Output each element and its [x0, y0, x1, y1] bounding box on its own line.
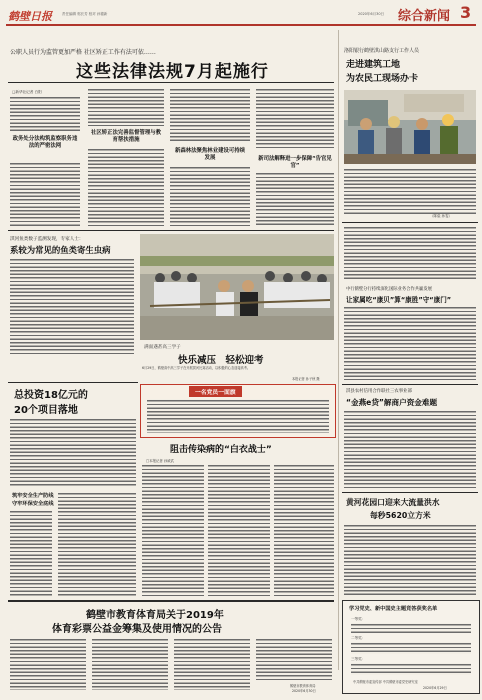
notice-date: 2020年6月30日 [292, 689, 316, 693]
fish-kicker: 淇河鱼类数子监测发现，专家人士： [10, 237, 84, 242]
notice-title-1: 鹤壁市教育体育局关于2019年 [86, 610, 224, 621]
quiz-date: 2020年6月29日 [423, 686, 447, 690]
party-box-text [147, 399, 329, 433]
quiz-box [342, 600, 480, 694]
section-rule-2 [8, 382, 138, 383]
quiz-first-prize: 一等奖： [351, 617, 366, 621]
notice-top-rule [8, 600, 334, 602]
invest-title-2: 20个项目落地 [14, 405, 78, 416]
tug-caption-title: 快乐减压 轻松迎考 [178, 355, 264, 366]
lead-col2-text-a [88, 88, 164, 126]
invest-title-1: 总投资18亿元的 [14, 390, 88, 401]
right-rule-3 [342, 492, 478, 493]
right-top-title-2: 为农民工现场办卡 [346, 74, 419, 84]
fish-title: 系较为常见的鱼类寄生虫病 [10, 245, 111, 255]
flood-title-1: 黄河花园口迎来大流量洪水 [346, 498, 440, 507]
rural-text [344, 410, 476, 488]
virus-text-col1 [142, 464, 204, 596]
right-top-kicker: 洛阳银行鹤壁淇山路支行工作人员 [344, 48, 420, 54]
fish-text [10, 258, 134, 354]
quiz-names-1 [351, 623, 471, 633]
virus-text-col3 [274, 464, 334, 596]
quiz-names-2 [351, 642, 471, 654]
column-divider [338, 30, 339, 670]
invest-text-col2 [58, 492, 136, 596]
notice-text-col2 [92, 638, 168, 690]
notice-title-2: 体育彩票公益金筹集及使用情况的公告 [52, 624, 222, 635]
zhongxing-kicker: 中行鹤壁分行持续深化国际业务合作共赢发展 [346, 287, 432, 292]
lead-col4-text-b [256, 172, 334, 226]
right-top-title-1: 走进建筑工地 [346, 60, 401, 70]
safety-text [10, 510, 52, 596]
issue-date: 2020年6月30日 [358, 12, 385, 16]
lead-col1-text-a [10, 96, 80, 132]
right-top-author: （陈骁 孙雯） [430, 214, 453, 218]
right-text-b [344, 226, 476, 280]
editor-info: 责任编辑 郭长芳 校对 孙德新 [62, 12, 108, 16]
virus-byline: □本报记者 孙威武 [146, 459, 175, 463]
lead-col3-text-a [170, 88, 250, 142]
quiz-third-prize: 三等奖： [351, 657, 366, 661]
lead-subhead-4: 新司法解释进一步保障“告官见官” [258, 156, 332, 169]
section-rule-1 [8, 230, 334, 231]
quiz-organizer: 中共鹤壁市委宣传部 中共鹤壁市委党史研究室 [353, 680, 418, 684]
lead-kicker: 公职人员行为监管更加严格 社区矫正工作有法可依…… [10, 49, 156, 56]
masthead-rule [6, 24, 476, 26]
quiz-title: 学习党史、新中国史主题竞答获奖名单 [349, 606, 438, 612]
party-member-label: 一名党员一面旗 [189, 386, 242, 397]
lead-col1-text-b [10, 162, 80, 226]
virus-text-col2 [208, 464, 270, 596]
flood-text [344, 524, 476, 596]
construction-site-photo-icon [344, 90, 476, 164]
quiz-names-3 [351, 663, 471, 675]
page-number: 3 [460, 3, 472, 22]
lead-col3-text-b [170, 166, 250, 226]
safety-title-2: 守牢环保安全底线 [12, 501, 54, 507]
notice-text-col4 [256, 638, 332, 682]
virus-title: 阻击传染病的“白衣战士” [170, 445, 272, 455]
right-rule-2 [342, 384, 478, 385]
safety-title-1: 筑牢安全生产防线 [12, 493, 54, 499]
notice-issuer: 鹤壁市教育体育局 [290, 684, 316, 688]
rural-title: “金燕e贷”解商户资金难题 [346, 398, 438, 407]
masthead [0, 0, 482, 30]
newspaper-logo: 鹤壁日报 [8, 10, 52, 23]
lead-col4-text-a [256, 88, 334, 150]
lead-title: 这些法律法规7月起施行 [76, 62, 269, 82]
right-top-text [344, 168, 476, 214]
party-member-box [140, 384, 336, 438]
lead-subhead-1: 政务处分法构筑监察职务违法的严密法网 [12, 136, 78, 149]
invest-text [10, 418, 136, 486]
lead-subhead-3: 新森林法聚焦林业建设可持续发展 [174, 148, 246, 161]
lead-byline: □新华社记者 白阳 [12, 90, 42, 94]
tug-caption-body: 6月29日，鹤壁高中高三学子在开展拔河比赛活动，以积极的心态迎接高考。 [142, 366, 251, 370]
tug-caption-small: 满面遇甚高三学子 [144, 345, 181, 350]
lead-rule [8, 82, 334, 83]
rural-kicker: 淇县农村信用合作联社三农事业部 [346, 389, 412, 394]
lead-col2-text-b [88, 148, 164, 226]
section-title: 综合新闻 [398, 9, 451, 24]
flood-title-2: 每秒5620立方米 [370, 511, 431, 520]
notice-text-col1 [10, 638, 86, 690]
lead-subhead-2: 社区矫正法完善监督管理与教育帮扶措施 [90, 130, 162, 143]
quiz-second-prize: 二等奖： [351, 636, 366, 640]
zhongxing-title: 让家属吃“康贝”算“康胜”守“康门” [346, 296, 452, 304]
right-rule-1 [342, 222, 478, 223]
tug-of-war-photo-icon [140, 234, 334, 340]
tug-credit: 本报记者 孙子秋 摄 [292, 377, 320, 381]
zhongxing-text [344, 306, 476, 380]
notice-text-col3 [174, 638, 250, 690]
